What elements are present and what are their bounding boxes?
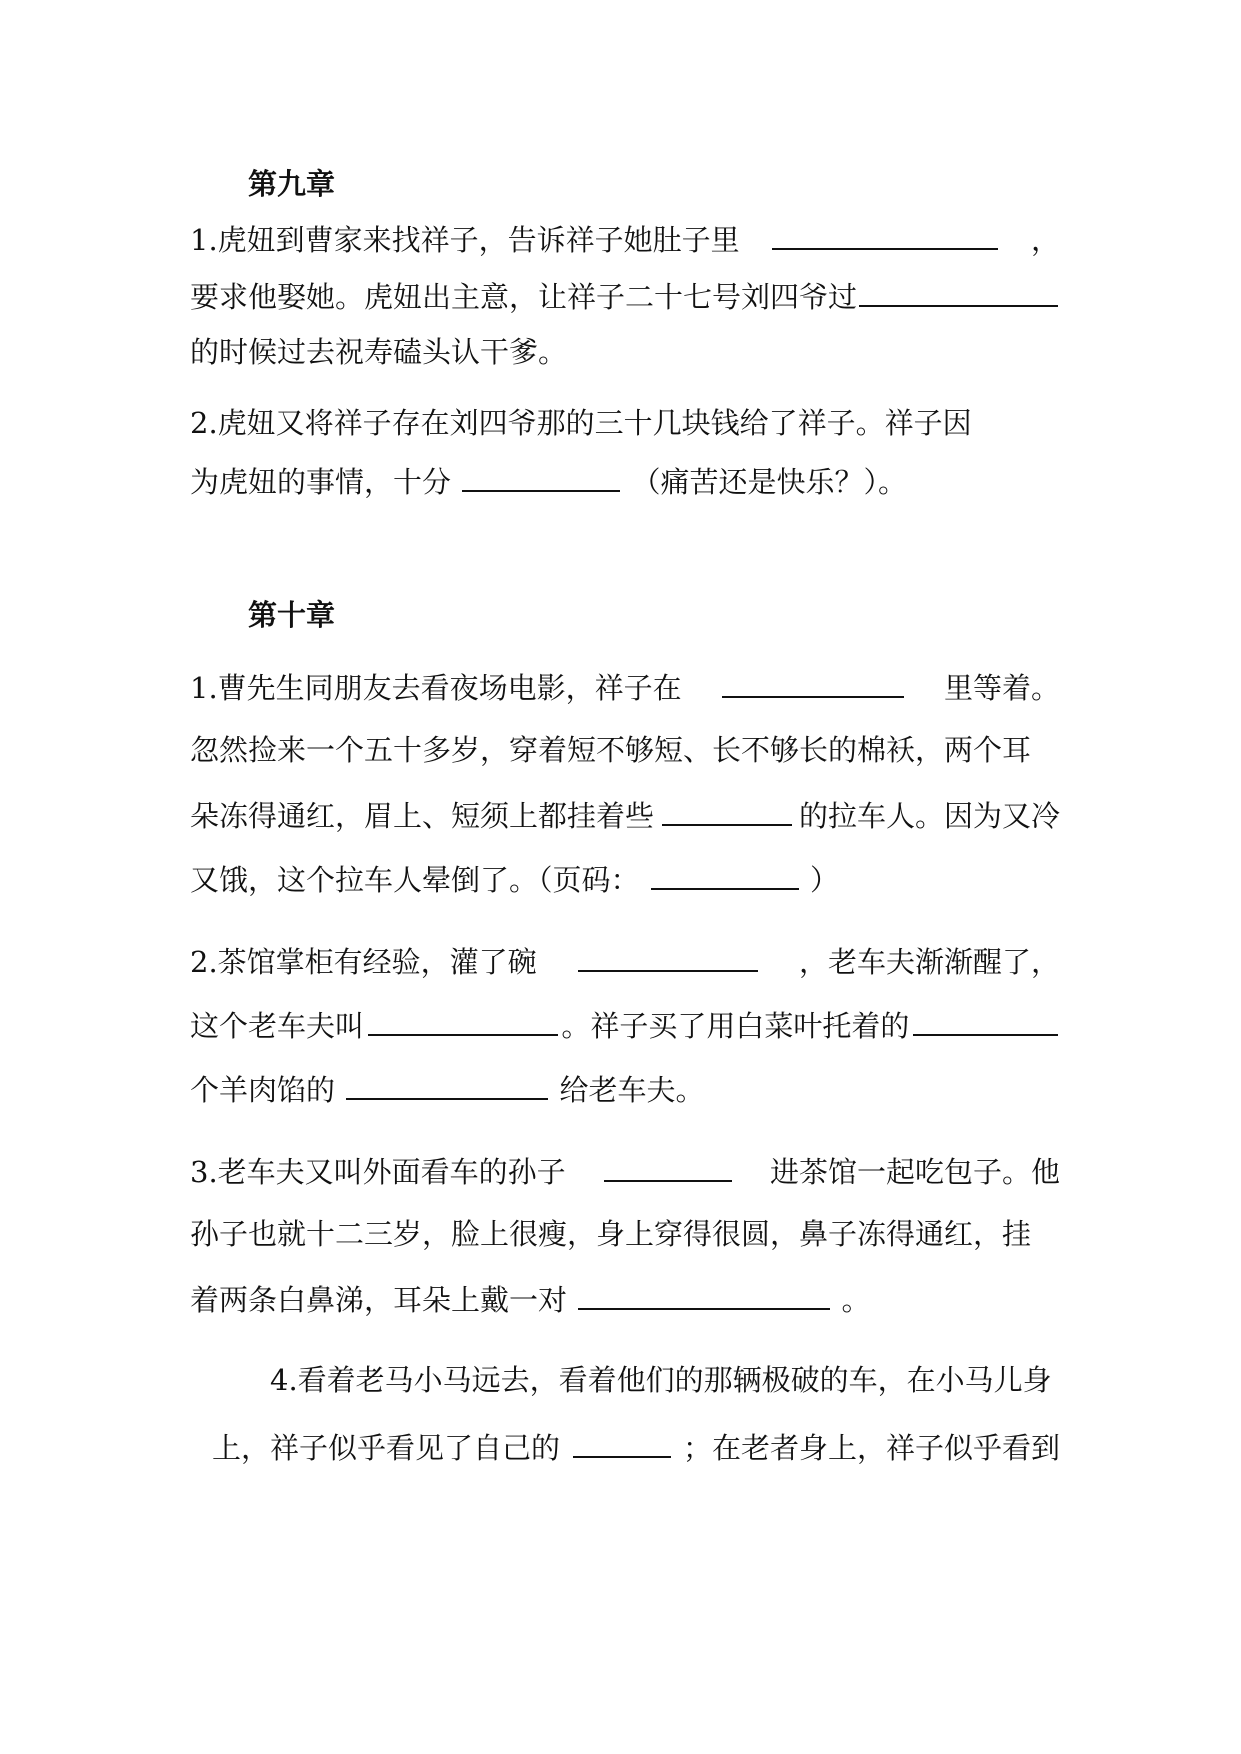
text-segment: 着两条白鼻涕，耳朵上戴一对 xyxy=(190,1283,568,1317)
ch10-q4-line1 xyxy=(270,1360,1060,1400)
answer-blank[interactable] xyxy=(772,218,998,250)
text-segment: 朵冻得通红，眉上、短须上都挂着些 xyxy=(190,799,655,833)
text-segment: 忽然捡来一个五十多岁，穿着短不够短、长不够长的棉袄，两个耳 xyxy=(190,733,1032,767)
text-segment: 1.曹先生同朋友去看夜场电影，祥子在 xyxy=(190,671,682,705)
text-segment: ，老车夫渐渐醒了， xyxy=(798,945,1060,979)
ch10-q3-line2 xyxy=(190,1214,1060,1254)
text-segment: 的拉车人。因为又冷 xyxy=(798,799,1060,833)
text-segment: 4.看着老马小马远去，看着他们的那辆极破的车，在小马儿身 xyxy=(270,1363,1052,1397)
text-segment: 2.虎妞又将祥子存在刘四爷那的三十几块钱给了祥子。祥子因 xyxy=(190,406,972,440)
answer-blank[interactable] xyxy=(346,1068,548,1100)
ch10-q1-line1 xyxy=(190,666,1060,708)
ch10-q2-line2 xyxy=(190,1004,1060,1046)
text-segment: 又饿，这个拉车人晕倒了。（页码： xyxy=(190,863,640,897)
chapter-9-title: 第九章 xyxy=(248,167,336,201)
answer-blank[interactable] xyxy=(913,1004,1058,1036)
answer-blank[interactable] xyxy=(722,666,904,698)
ch9-q1-line1 xyxy=(190,218,1060,260)
text-segment: ；在老者身上，祥子似乎看到 xyxy=(682,1431,1060,1465)
answer-blank[interactable] xyxy=(462,460,620,492)
text-segment: 1.虎妞到曹家来找祥子，告诉祥子她肚子里 xyxy=(190,223,740,257)
text-segment: ） xyxy=(809,863,839,897)
text-segment: 这个老车夫叫 xyxy=(190,1009,365,1043)
ch10-q3-line1 xyxy=(190,1150,1060,1192)
text-segment: ， xyxy=(1030,223,1060,257)
ch9-q2-line2 xyxy=(190,460,1060,502)
page-number-blank[interactable] xyxy=(651,858,799,890)
text-segment: 2.茶馆掌柜有经验，灌了碗 xyxy=(190,945,537,979)
text-segment: （痛苦还是快乐？）。 xyxy=(631,465,907,499)
ch9-q2-line1 xyxy=(190,403,1060,443)
ch10-q1-line3 xyxy=(190,794,1060,836)
text-segment: 要求他娶她。虎妞出主意，让祥子二十七号刘四爷过 xyxy=(190,280,858,314)
text-segment: 。 xyxy=(841,1283,871,1317)
text-segment: 进茶馆一起吃包子。他 xyxy=(769,1155,1060,1189)
ch10-q4-line2 xyxy=(212,1426,1060,1468)
ch10-q2-line1 xyxy=(190,940,1060,982)
ch10-q1-line2 xyxy=(190,730,1060,770)
chapter-10-title: 第十章 xyxy=(248,598,336,632)
text-segment: 给老车夫。 xyxy=(559,1073,705,1107)
ch10-q1-line4 xyxy=(190,858,1060,900)
answer-blank[interactable] xyxy=(573,1426,671,1458)
text-segment: 里等着。 xyxy=(943,671,1060,705)
text-segment: 为虎妞的事情，十分 xyxy=(190,465,452,499)
answer-blank[interactable] xyxy=(604,1150,732,1182)
answer-blank[interactable] xyxy=(662,794,792,826)
text-segment: 孙子也就十二三岁，脸上很瘦，身上穿得很圆，鼻子冻得通红，挂 xyxy=(190,1217,1032,1251)
ch9-q1-line3: 的时候过去祝寿磕头认干爹。 xyxy=(190,335,568,369)
answer-blank[interactable] xyxy=(578,1278,830,1310)
text-segment: 上，祥子似乎看见了自己的 xyxy=(212,1431,561,1465)
answer-blank[interactable] xyxy=(859,275,1058,307)
text-segment: 3.老车夫又叫外面看车的孙子 xyxy=(190,1155,566,1189)
answer-blank[interactable] xyxy=(578,940,758,972)
ch9-q1-line2 xyxy=(190,275,1060,317)
ch10-q2-line3 xyxy=(190,1068,1060,1110)
ch10-q3-line3 xyxy=(190,1278,1060,1320)
answer-blank[interactable] xyxy=(368,1004,558,1036)
text-segment: 。祥子买了用白菜叶托着的 xyxy=(561,1009,910,1043)
text-segment: 个羊肉馅的 xyxy=(190,1073,336,1107)
